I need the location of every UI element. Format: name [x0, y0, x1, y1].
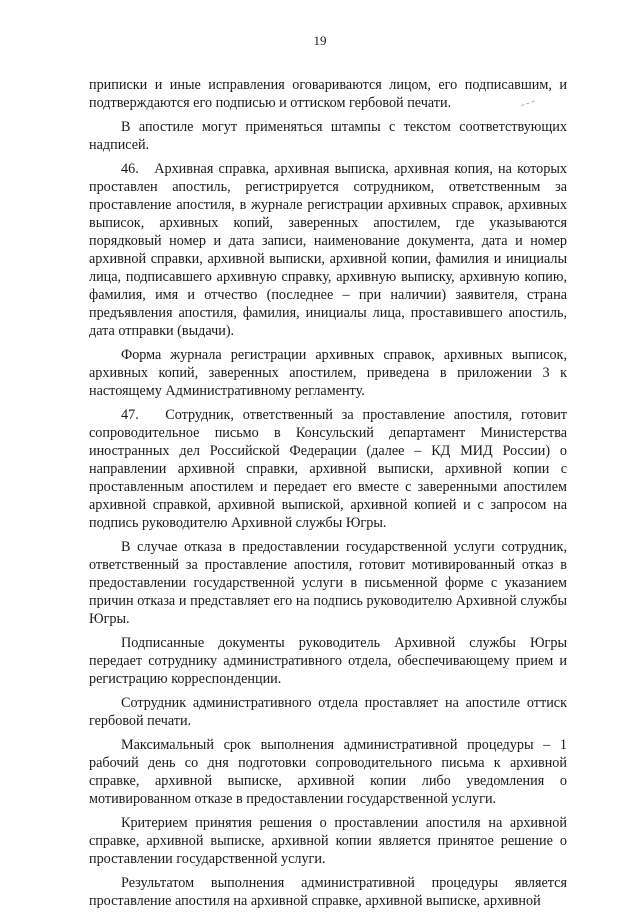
paragraph-max-term: Максимальный срок выполнения административной процедуры – 1 рабочий день со дня подготовки сопроводительного письма к архивной справке, архивной выписке, архивной копии либо уведомления о мотивированном отказе в предоставлении государственной услуги. — [89, 737, 567, 807]
paragraph-refusal: В случае отказа в предоставлении государственной услуги сотрудник, ответственный за проставление апостиля, готовит мотивированный отказ в предоставлении государственной услуги в письменной форме с указанием причин отказа и представляет его на подпись руководителю Архивной службы Югры. — [89, 539, 567, 627]
paragraph-46-registration: 46. Архивная справка, архивная выписка, архивная копия, на которых проставлен апостиль, регистрируется сотрудником, ответственным за проставление апостиля, в журнале регистрации архивных справок, архивных выписок, архивных копий, заверенных апостилем, где указываются порядковый номер и дата записи, наименование документа, дата и номер архивной справки, архивной выписки, архивной копии, фамилия и инициалы лица, подписавшего архивную справку, архивную выписку, архивную копию, фамилия, имя и отчество (последнее – при наличии) заявителя, страна предъявления апостиля, фамилия, инициалы лица, проставившего апостиль, дата отправки (выдачи). — [89, 161, 567, 339]
paragraph-signed-documents: Подписанные документы руководитель Архивной службы Югры передает сотруднику административного отдела, обеспечивающему прием и регистрацию корреспонденции. — [89, 635, 567, 687]
paragraph-journal-form: Форма журнала регистрации архивных справок, архивных выписок, архивных копий, заверенных апостилем, приведена в приложении 3 к настоящему Административному регламенту. — [89, 347, 567, 399]
document-body — [89, 76, 567, 916]
page-number: 19 — [313, 33, 327, 48]
paragraph-stamps: В апостиле могут применяться штампы с текстом соответствующих надписей. — [89, 119, 567, 153]
paragraph-seal: Сотрудник административного отдела проставляет на апостиле оттиск гербовой печати. — [89, 695, 567, 729]
paragraph-result: Результатом выполнения административной процедуры является проставление апостиля на архивной справке, архивной выписке, архивной — [89, 875, 567, 909]
paragraph-continuation: приписки и иные исправления оговариваются лицом, его подписавшим, и подтверждаются его подписью и оттиском гербовой печати. — [89, 77, 567, 111]
paragraph-criterion: Критерием принятия решения о проставлении апостиля на архивной справке, архивной выписке, архивной копии является принятое решение о проставлении государственной услуги. — [89, 815, 567, 867]
paragraph-47-cover-letter: 47. Сотрудник, ответственный за проставление апостиля, готовит сопроводительное письмо в Консульский департамент Министерства иностранных дел Российской Федерации (далее – КД МИД России) о направлении архивной справки, архивной выписки, архивной копии с проставленным апостилем и передает его вместе с заверенными апостилем архивной справкой, архивной выпиской, архивной копией и с запросом на подпись руководителю Архивной службы Югры. — [89, 407, 567, 531]
